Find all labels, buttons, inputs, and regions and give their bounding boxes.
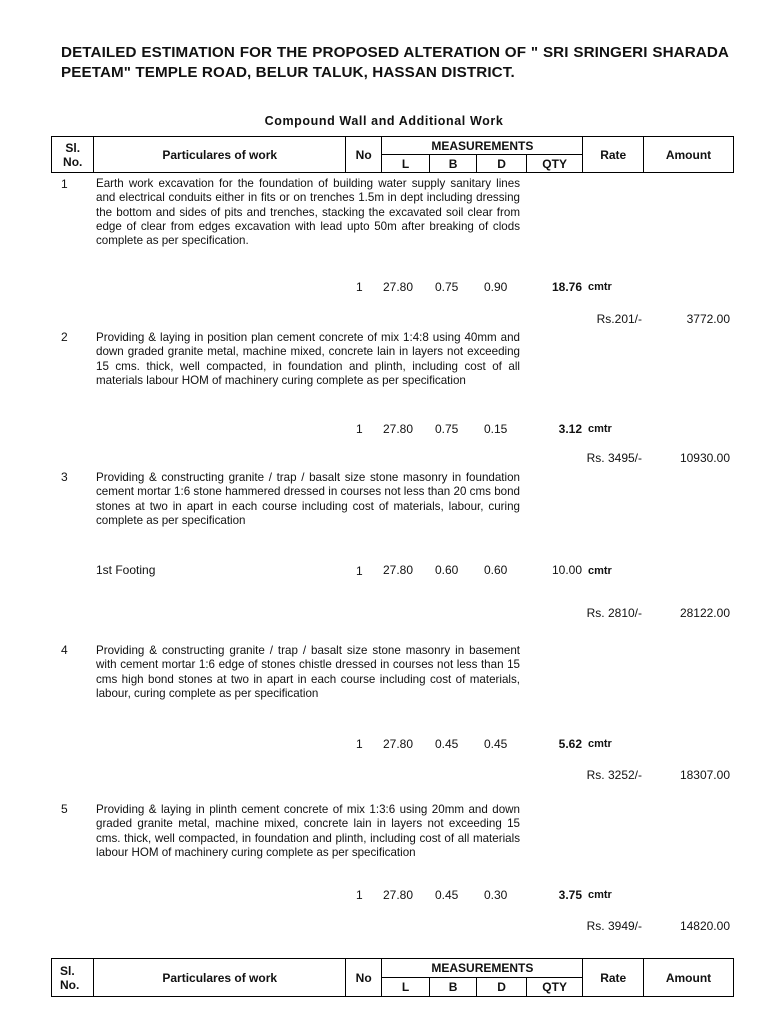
- item-qty: 18.76: [551, 280, 582, 294]
- item-breadth: 0.60: [435, 563, 459, 577]
- header-amount: Amount: [644, 959, 734, 997]
- item-description: Providing & constructing granite / trap / basalt size stone masonry in basement with cement mortar 1:6 edge of stones chistle dressed in courses not less than 15 cms high bond stones at two in apart in each course including cost of materials, labour, curing complete as per specification: [96, 644, 520, 700]
- header-rate: Rate: [583, 959, 644, 997]
- header-particulars: Particulares of work: [94, 959, 346, 997]
- item-amount: 10930.00: [679, 451, 730, 465]
- item-label: 1st Footing: [96, 563, 156, 577]
- item-unit: cmtr: [588, 889, 612, 901]
- item-unit: cmtr: [588, 423, 612, 435]
- item-length: 27.80: [383, 737, 414, 751]
- header-d: D: [477, 155, 527, 173]
- item-breadth: 0.75: [435, 422, 459, 436]
- item-amount: 18307.00: [679, 768, 730, 782]
- item-qty: 3.75: [558, 888, 582, 902]
- item-rate: Rs.201/-: [596, 312, 642, 326]
- item-rate: Rs. 3495/-: [586, 451, 642, 465]
- item-sl: 1: [61, 177, 68, 191]
- item-description: Providing & constructing granite / trap / basalt size stone masonry in foundation cement mortar 1:6 stone hammered dressed in courses not less than 20 cms bond stones at two in apart in each course including cost of materials, labour, curing complete as per specification: [96, 471, 520, 527]
- item-sl: 5: [61, 802, 68, 816]
- header-b: B: [429, 155, 476, 173]
- item-rate: Rs. 3949/-: [586, 919, 642, 933]
- header-measurements: MEASUREMENTS: [382, 137, 583, 155]
- item-breadth: 0.45: [435, 737, 459, 751]
- item-unit: cmtr: [588, 565, 612, 577]
- item-depth: 0.30: [484, 888, 508, 902]
- page-title: DETAILED ESTIMATION FOR THE PROPOSED ALTERATION OF " SRI SRINGERI SHARADA PEETAM" TEMPLE ROAD, BELUR TALUK, HASSAN DISTRICT.: [61, 44, 729, 81]
- item-sl: 4: [61, 643, 68, 657]
- item-qty: 10.00: [551, 563, 582, 577]
- item-description: Providing & laying in plinth cement concrete of mix 1:3:6 using 20mm and down graded granite metal, machine mixed, concrete lain in layers not exceeding 15 cms. thick, well compacted, in foundation and plinth, including cost of all materials labour HOM of machinery curing complete as per specification: [96, 803, 520, 859]
- header-d: D: [477, 978, 527, 997]
- item-sl: 3: [61, 470, 68, 484]
- header-sl: Sl. No.: [52, 137, 94, 173]
- header-qty: QTY: [526, 155, 583, 173]
- item-no: 1: [356, 564, 363, 578]
- header-sl: Sl. No.: [52, 959, 94, 997]
- item-length: 27.80: [383, 280, 414, 294]
- item-amount: 14820.00: [679, 919, 730, 933]
- item-amount: 28122.00: [679, 606, 730, 620]
- item-breadth: 0.75: [435, 280, 459, 294]
- header-count: No: [346, 959, 382, 997]
- table-header-bottom: [51, 958, 734, 997]
- item-length: 27.80: [383, 422, 414, 436]
- item-qty: 5.62: [558, 737, 582, 751]
- item-depth: 0.45: [484, 737, 508, 751]
- header-rate: Rate: [583, 137, 644, 173]
- item-rate: Rs. 2810/-: [586, 606, 642, 620]
- header-particulars: Particulares of work: [94, 137, 346, 173]
- item-depth: 0.60: [484, 563, 508, 577]
- item-description: Earth work excavation for the foundation of building water supply sanitary lines and electrical conduits either in fits or on trenches 1.5m in dept including dressing the bottom and sides of pits and trenches, stacking the excavated soil clear from edge of clear from edges excavation with lead upto 50m after breaking of clods complete as per specification.: [96, 177, 520, 248]
- section-subtitle: Compound Wall and Additional Work: [264, 114, 504, 128]
- header-amount: Amount: [644, 137, 734, 173]
- header-measurements: MEASUREMENTS: [382, 959, 583, 978]
- item-no: 1: [356, 737, 363, 751]
- item-description: Providing & laying in position plan cement concrete of mix 1:4:8 using 40mm and down graded granite metal, machine mixed, concrete lain in layers not exceeding 15 cms. thick, well compacted, in foundation and plinth, including cost of all materials labour HOM of machinery curing complete as per specification: [96, 331, 520, 387]
- item-depth: 0.90: [484, 280, 508, 294]
- header-l: L: [382, 978, 429, 997]
- header-l: L: [382, 155, 429, 173]
- header-count: No: [346, 137, 382, 173]
- item-depth: 0.15: [484, 422, 508, 436]
- item-no: 1: [356, 888, 363, 902]
- item-breadth: 0.45: [435, 888, 459, 902]
- table-header-top: [51, 136, 734, 173]
- item-no: 1: [356, 422, 363, 436]
- item-qty: 3.12: [558, 422, 582, 436]
- header-b: B: [429, 978, 476, 997]
- item-rate: Rs. 3252/-: [586, 768, 642, 782]
- item-unit: cmtr: [588, 738, 612, 750]
- item-amount: 3772.00: [686, 312, 730, 326]
- item-sl: 2: [61, 330, 68, 344]
- item-unit: cmtr: [588, 281, 612, 293]
- item-length: 27.80: [383, 888, 414, 902]
- header-qty: QTY: [526, 978, 583, 997]
- item-length: 27.80: [383, 563, 414, 577]
- item-no: 1: [356, 280, 363, 294]
